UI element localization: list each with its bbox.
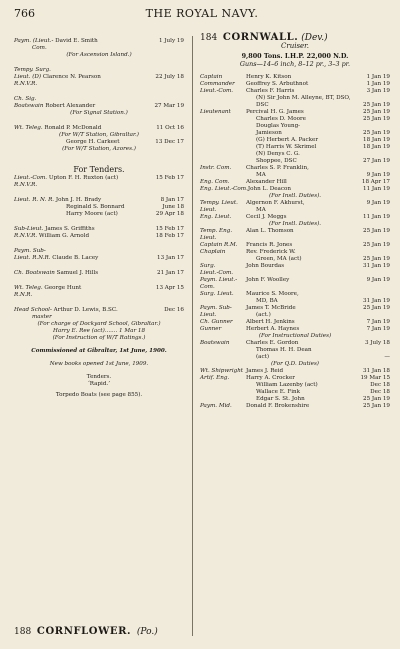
list-item — [200, 200, 390, 207]
seniority-date: 1 Jan 19 — [366, 74, 390, 80]
list-item — [200, 81, 390, 88]
ship-name: CORNWALL. — [222, 32, 299, 43]
rank-label: Commander — [200, 81, 235, 87]
seniority-date: 25 Jan 19 — [363, 109, 390, 115]
officer-name: Alexander Hill — [246, 179, 287, 185]
list-item-continued: Lieut. — [200, 235, 217, 241]
officer-name: Charles F. Harris — [246, 88, 295, 94]
list-item — [200, 123, 390, 130]
officer-name: Herbert A. Haynes — [246, 326, 300, 332]
rank-label: Lieutenant — [200, 109, 231, 115]
page-number: 766 — [14, 7, 35, 20]
list-item: R.N.V.R. William G. Arnold 18 Feb 17 — [14, 233, 184, 239]
seniority-date: Dec 18 — [370, 382, 390, 388]
rank-label: Lieut.-Com. — [200, 88, 234, 94]
officer-name: Maurice S. Moore, — [246, 291, 299, 297]
list-item-continued: Lieut.-Com. — [200, 270, 234, 276]
duty-note: (For Instl. Duties). — [268, 221, 322, 227]
list-item — [200, 116, 390, 123]
list-item — [200, 109, 390, 116]
list-item — [200, 256, 390, 263]
list-item — [200, 354, 390, 361]
officer-name: (N) Sir John M. Alleyne, BT, DSO, — [256, 95, 351, 101]
seniority-date: 19 Mar 15 — [360, 375, 390, 381]
left-column: Paym. (Lieut.- David E. Smith 1 July 19 Com. (For Ascension Island.) Tempy. Surg. Lieut. (D) Clarence N. Pearson 22 July 18 R.N.V.R. Ch. Sig. Boatswain Robert Alexander 27 Mar 19 (For Signal Station.) Wt. Teleg. Ronald P. McDonald 11 Oct 16 (For W/T Station, Gibraltar.) George H. Carkeet 13 Dec 17 (For W/T Station, Azores.) For Tenders. Lieut.-Com. Upton F. H. Ruxton (act) 15 Feb 17 R.N.V.R. Lieut. R. N. R. John J. H. Brady 8 Jan 17 Reginald S. Bonnard June 18 Harry Moore (act) 29 Apr 18 Sub-Lieut. James S. Griffiths 15 Feb 17 R.N.V.R. William G. Arnold 18 Feb 17 Paym. Sub- Lieut. R.N.R. Claude B. Lacey 13 Jan 17 Ch. Boatswain Samuel J. Hills 21 Jan 17 Wt. Teleg. George Hunt 13 Apr 15 R.N.R. Head School- Arthur D. Lewis, B.SC. Dec 16 master (For charge of Dockyard School, Gibraltar.) Harry E. Ree (act)....... 1 Mar 18 (For Instruction of W/T Ratings.) Commissioned at Gibraltar, 1st June, 1900. New books opened 1st June, 1909. Tenders. ‘Rapid.’ Torpedo Boats (see page 855). — [14, 38, 184, 398]
officer-name: Percival H. G. James — [246, 109, 304, 115]
rank-label: Paym. Mid. — [200, 403, 232, 409]
seniority-date: 11 Jan 19 — [363, 214, 390, 220]
seniority-date: 25 Jan 19 — [363, 305, 390, 311]
seniority-date: 25 Jan 19 — [363, 242, 390, 248]
rank-label: Eng. Lieut.-Com. — [200, 186, 248, 192]
rank-label: Boatswain — [200, 340, 230, 346]
officer-name: Cecil J. Meggs — [246, 214, 287, 220]
officer-name: John F. Woolley — [246, 277, 290, 283]
list-item — [200, 130, 390, 137]
officer-name: Rev. Frederick W. — [246, 249, 296, 255]
officer-name: Harry A. Crocker — [246, 375, 295, 381]
officer-name: Wallace E. Fink — [256, 389, 301, 395]
rank-label: Eng. Lieut. — [200, 214, 232, 220]
rank-label: Surg. — [200, 263, 216, 269]
list-item: Lieut.-Com. Upton F. H. Ruxton (act) 15 Feb 17 — [14, 175, 184, 181]
list-item — [200, 88, 390, 95]
officer-name: Green, MA (act) — [256, 256, 302, 262]
seniority-date: 18 Jan 19 — [363, 144, 390, 150]
list-item: Ch. Boatswain Samuel J. Hills 21 Jan 17 — [14, 270, 184, 276]
officer-name: Thomas H. H. Dean — [256, 347, 312, 353]
tenders-heading: For Tenders. — [73, 165, 125, 174]
page-title: THE ROYAL NAVY. — [145, 7, 259, 20]
officer-name: DSC — [256, 102, 269, 108]
seniority-date: Dec 18 — [370, 389, 390, 395]
list-item — [200, 319, 390, 326]
list-item — [200, 165, 390, 172]
list-item — [200, 396, 390, 403]
list-item — [200, 305, 390, 312]
list-item — [200, 74, 390, 81]
ship-armament: Guns—14–6 inch, 8–12 pr., 3–3 pr. — [239, 60, 351, 68]
seniority-date: 25 Jan 19 — [363, 403, 390, 409]
list-item — [200, 277, 390, 284]
seniority-date: 11 Jan 19 — [363, 186, 390, 192]
column-divider — [192, 36, 193, 636]
list-item — [200, 186, 390, 193]
rank-label: Surg. Lieut. — [200, 291, 234, 297]
rank-label: Temp. Eng. — [200, 228, 233, 234]
rank-label: Artif. Eng. — [200, 375, 230, 381]
list-item — [200, 158, 390, 165]
rank-label: Gunner — [200, 326, 222, 332]
list-item — [200, 298, 390, 305]
list-item: Lieut. (D) Clarence N. Pearson 22 July 18 — [14, 74, 184, 80]
list-item: Sub-Lieut. James S. Griffiths 15 Feb 17 — [14, 226, 184, 232]
officer-name: (G) Herbert A. Packer — [256, 137, 319, 143]
list-item: Wt. Teleg. Ronald P. McDonald 11 Oct 16 — [14, 125, 184, 131]
list-item — [200, 172, 390, 179]
seniority-date: 25 Jan 19 — [363, 116, 390, 122]
officer-name: (T) Harris W. Skrimel — [256, 144, 317, 150]
officer-name: John Bourdas — [246, 263, 285, 269]
rank-label: Tempy. Lieut. — [200, 200, 238, 206]
seniority-date: 3 July 18 — [364, 340, 390, 346]
seniority-date: 3 Jan 19 — [366, 88, 390, 94]
list-item: Reginald S. Bonnard June 18 — [66, 204, 184, 210]
right-column — [200, 34, 390, 410]
rank-label: Captain — [200, 74, 223, 80]
officer-name: Charles D. Moore — [256, 116, 306, 122]
list-item — [200, 368, 390, 375]
officer-name: John L. Deacon — [247, 186, 291, 192]
officer-name: Donald F. Brokenshire — [246, 403, 310, 409]
list-item — [200, 382, 390, 389]
rank-label: Eng. Com. — [200, 179, 230, 185]
list-item: Boatswain Robert Alexander 27 Mar 19 — [14, 103, 184, 109]
ship-class: Cruiser. — [281, 42, 309, 50]
list-item: Lieut. R. N. R. John J. H. Brady 8 Jan 17 — [14, 197, 184, 203]
officer-name: James J. Reid — [246, 368, 284, 374]
officer-list — [200, 74, 390, 410]
seniority-date: 18 Apr 17 — [361, 179, 390, 185]
list-item — [200, 403, 390, 410]
ship-heading: 184 CORNWALL. (Dev.) — [200, 32, 328, 43]
rank-label: Wt. Shipwright — [200, 368, 244, 374]
list-item: Head School- Arthur D. Lewis, B.SC. Dec 16 — [14, 307, 184, 313]
officer-name: Henry K. Kitson — [246, 74, 292, 80]
list-item-continued: Com. — [200, 284, 215, 290]
officer-name: Francis R. Jones — [246, 242, 293, 248]
seniority-date: 1 Jan 19 — [366, 81, 390, 87]
list-item — [200, 375, 390, 382]
officer-name: Douglas Young- — [256, 123, 301, 129]
ship-stats: 9,800 Tons. I.H.P. 22,000 N.D. — [241, 52, 349, 60]
seniority-date: 18 Jan 19 — [363, 137, 390, 143]
officer-name: (act) — [256, 354, 270, 360]
list-item — [200, 228, 390, 235]
rank-label: Instr. Com. — [200, 165, 232, 171]
officer-name: MD, BA — [256, 298, 278, 304]
list-item: Paym. (Lieut.- David E. Smith 1 July 19 — [14, 38, 184, 44]
list-item — [200, 102, 390, 109]
duty-note: (For Instl. Duties). — [268, 193, 322, 199]
list-item — [200, 340, 390, 347]
officer-name: Geoffrey S. Arbuthnot — [246, 81, 309, 87]
seniority-date: 25 Jan 19 — [363, 396, 390, 402]
officer-name: William Lazenby (act) — [256, 382, 318, 388]
next-ship-heading: 188 CORNFLOWER. (Po.) — [14, 626, 158, 637]
list-item — [200, 242, 390, 249]
rank-label: Ch. Gunner — [200, 319, 233, 325]
list-item — [200, 291, 390, 298]
seniority-date: 31 Jan 19 — [363, 263, 390, 269]
seniority-date: 27 Jan 19 — [363, 158, 390, 164]
list-item — [200, 144, 390, 151]
next-ship-name: CORNFLOWER. — [36, 626, 132, 637]
seniority-date: 25 Jan 19 — [363, 102, 390, 108]
list-item — [200, 347, 390, 354]
officer-name: Alan L. Thomson — [246, 228, 294, 234]
rank-label: Captain R.M. — [200, 242, 238, 248]
rank-label: Paym. Sub- — [200, 305, 232, 311]
officer-name: Jamieson — [256, 130, 282, 136]
officer-name: Albert H. Jenkins — [246, 319, 295, 325]
seniority-date: 9 Jan 19 — [366, 277, 390, 283]
list-item — [200, 137, 390, 144]
list-item: Wt. Teleg. George Hunt 13 Apr 15 — [14, 285, 184, 291]
seniority-date: 25 Jan 19 — [363, 256, 390, 262]
list-item — [200, 95, 390, 102]
seniority-date: — — [384, 354, 390, 360]
list-item: Lieut. R.N.R. Claude B. Lacey 13 Jan 17 — [14, 255, 184, 261]
officer-name: Charles S. P. Franklin, — [246, 165, 309, 171]
list-item-continued: Lieut. (act.) — [200, 312, 271, 318]
list-item — [200, 326, 390, 333]
list-item — [200, 214, 390, 221]
list-item — [200, 179, 390, 186]
seniority-date: 25 Jan 19 — [363, 130, 390, 136]
duty-note: (For Instructional Duties) — [258, 333, 332, 339]
officer-name: Edgar S. St. John — [256, 396, 305, 402]
list-item — [200, 151, 390, 158]
rank-label: Chaplain — [200, 249, 226, 255]
officer-name: James T. McBride — [246, 305, 296, 311]
seniority-date: 9 Jan 19 — [366, 200, 390, 206]
seniority-date: 25 Jan 19 — [363, 228, 390, 234]
seniority-date: 7 Jan 19 — [366, 326, 390, 332]
list-item — [200, 263, 390, 270]
officer-name: MA — [256, 172, 266, 178]
seniority-date: 31 Jan 18 — [363, 368, 390, 374]
page-header — [14, 7, 390, 23]
duty-note: (For Q.D. Duties) — [271, 361, 319, 367]
list-item — [200, 249, 390, 256]
list-item — [200, 389, 390, 396]
seniority-date: 31 Jan 19 — [363, 298, 390, 304]
officer-name: Charles E. Gordon — [246, 340, 299, 346]
seniority-date: 9 Jan 19 — [366, 172, 390, 178]
list-item: Harry Moore (act) 29 Apr 18 — [66, 211, 184, 217]
officer-name: Shoppee, DSC — [256, 158, 297, 164]
list-item: George H. Carkeet 13 Dec 17 — [66, 139, 184, 145]
officer-name: (N) Denys C. G. — [256, 151, 300, 157]
list-item-continued: Lieut. MA — [200, 207, 266, 213]
officer-name: Algernon F. Akhurst, — [246, 200, 305, 206]
rank-label: Paym. Lieut.- — [200, 277, 238, 283]
seniority-date: 7 Jan 19 — [366, 319, 390, 325]
